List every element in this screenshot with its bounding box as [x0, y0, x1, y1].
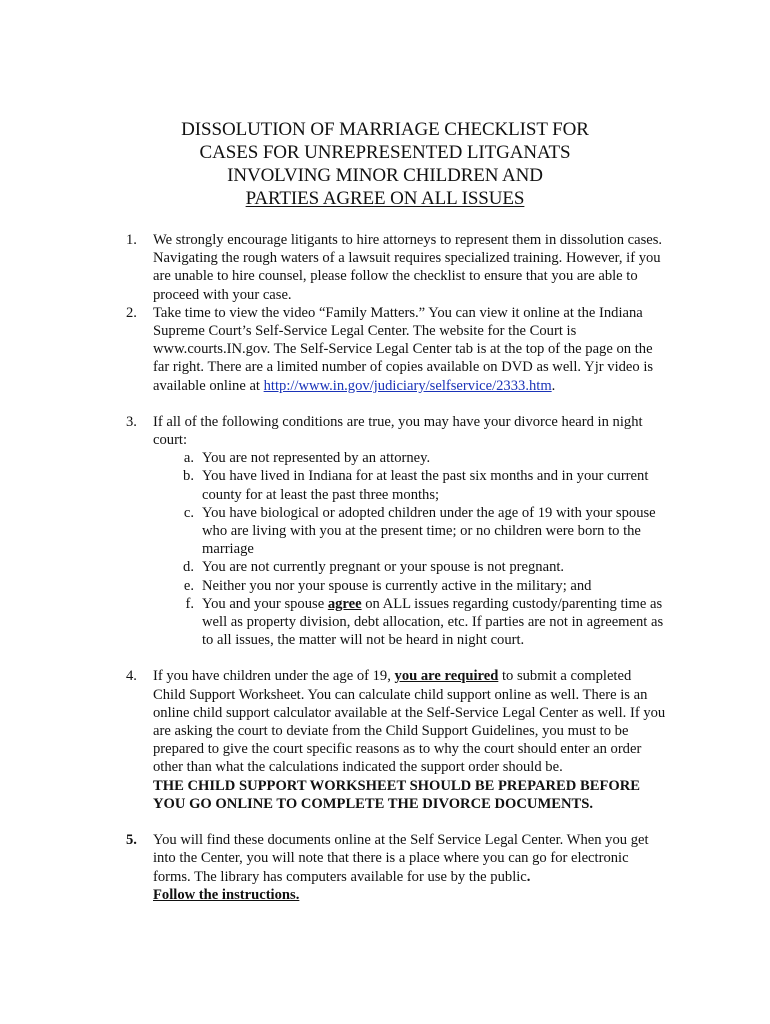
item-number: 5.	[126, 832, 137, 849]
sub-text	[202, 595, 666, 650]
checklist-item-3	[126, 413, 666, 449]
sub-text-post: on ALL issues regarding custody/parenting time as well as property division, debt allocation, etc. If parties are not in agreement as to all issues, the matter will not be heard in night court.	[202, 595, 664, 649]
checklist-item-5	[126, 831, 666, 904]
checklist-item-1	[126, 231, 666, 304]
title-line-1: DISSOLUTION OF MARRIAGE CHECKLIST FOR	[181, 119, 589, 140]
item-text-period: .	[526, 868, 531, 885]
item-number: 2.	[126, 304, 137, 321]
checklist	[126, 231, 666, 904]
title-line-2: CASES FOR UNREPRESENTED LITGANATS	[199, 142, 571, 163]
sub-letter: b.	[183, 468, 194, 485]
condition-b	[153, 467, 666, 503]
title-line-3: INVOLVING MINOR CHILDREN AND	[227, 165, 543, 186]
condition-a	[153, 449, 666, 467]
sub-letter: e.	[183, 577, 194, 594]
item-text-post: to submit a completed Child Support Worksheet. You can calculate child support online as well. There is an online child support calculator available at the Self-Service Legal Center as well. If you are asking the court to deviate from the Child Support Guidelines, you must to be prepared to give the court specific reasons as to why the court should enter an order other than what the calculations indicated the support order should be.	[153, 668, 666, 776]
item-text: If all of the following conditions are true, you may have your divorce heard in night court:	[153, 413, 643, 449]
video-link[interactable]: http://www.in.gov/judiciary/selfservice/2333.htm	[263, 377, 552, 394]
item-number: 1.	[126, 232, 137, 248]
required-emphasis: you are required	[394, 668, 499, 685]
item-text	[153, 304, 666, 395]
condition-d	[153, 558, 666, 576]
title-line-4: PARTIES AGREE ON ALL ISSUES	[245, 188, 525, 209]
condition-c	[153, 504, 666, 559]
item-text: We strongly encourage litigants to hire attorneys to represent them in dissolution cases. Navigating the rough waters of a lawsuit requires specialized training. However, if you are unable to hire counsel, please follow the checklist to ensure that you are able to proceed with your case.	[153, 232, 663, 303]
agree-emphasis: agree	[327, 595, 362, 612]
spacer	[126, 395, 666, 413]
checklist-item-4	[126, 667, 666, 813]
item-text	[153, 667, 666, 813]
item-text-body: Take time to view the video “Family Matters.” You can view it online at the Indiana Supreme Court’s Self-Service Legal Center. The website for the Court is www.courts.IN.gov. The Self-Service Legal Center tab is at the top of the page on the far right. There are a limited number of copies available on DVD as well. Yjr video is available online at	[153, 304, 654, 394]
sub-text: Neither you nor your spouse is currently active in the military; and	[202, 577, 592, 594]
sub-text: You are not currently pregnant or your spouse is not pregnant.	[202, 559, 565, 576]
sub-letter: c.	[183, 504, 194, 521]
spacer	[126, 813, 666, 831]
checklist-item-2	[126, 304, 666, 395]
condition-f	[153, 595, 666, 650]
sub-letter: a.	[183, 450, 194, 467]
item-number: 3.	[126, 413, 137, 430]
worksheet-warning: THE CHILD SUPPORT WORKSHEET SHOULD BE PREPARED BEFORE YOU GO ONLINE TO COMPLETE THE DIVORCE DOCUMENTS.	[153, 777, 640, 812]
sub-letter: f.	[185, 595, 194, 612]
sub-text: You have biological or adopted children under the age of 19 with your spouse who are living with you at the present time; or no children were born to the marriage	[202, 504, 656, 558]
sub-text-pre: You and your spouse	[202, 595, 328, 612]
spacer	[126, 649, 666, 667]
sub-letter: d.	[183, 559, 194, 576]
item-text-body: You will find these documents online at the Self Service Legal Center. When you get into the Center, you will note that there is a place where you can go for electronic forms. The library has computers available for use by the public	[153, 832, 649, 885]
follow-instructions: Follow the instructions.	[153, 886, 300, 903]
document-title	[0, 118, 770, 210]
sub-text: You have lived in Indiana for at least the past six months and in your current county for at least the past three months;	[202, 468, 649, 503]
sub-text: You are not represented by an attorney.	[202, 450, 431, 467]
item-text-end: .	[551, 377, 556, 394]
item-text	[153, 831, 666, 904]
condition-e	[153, 577, 666, 595]
item-number: 4.	[126, 668, 137, 685]
item-text-pre: If you have children under the age of 19,	[153, 668, 395, 685]
